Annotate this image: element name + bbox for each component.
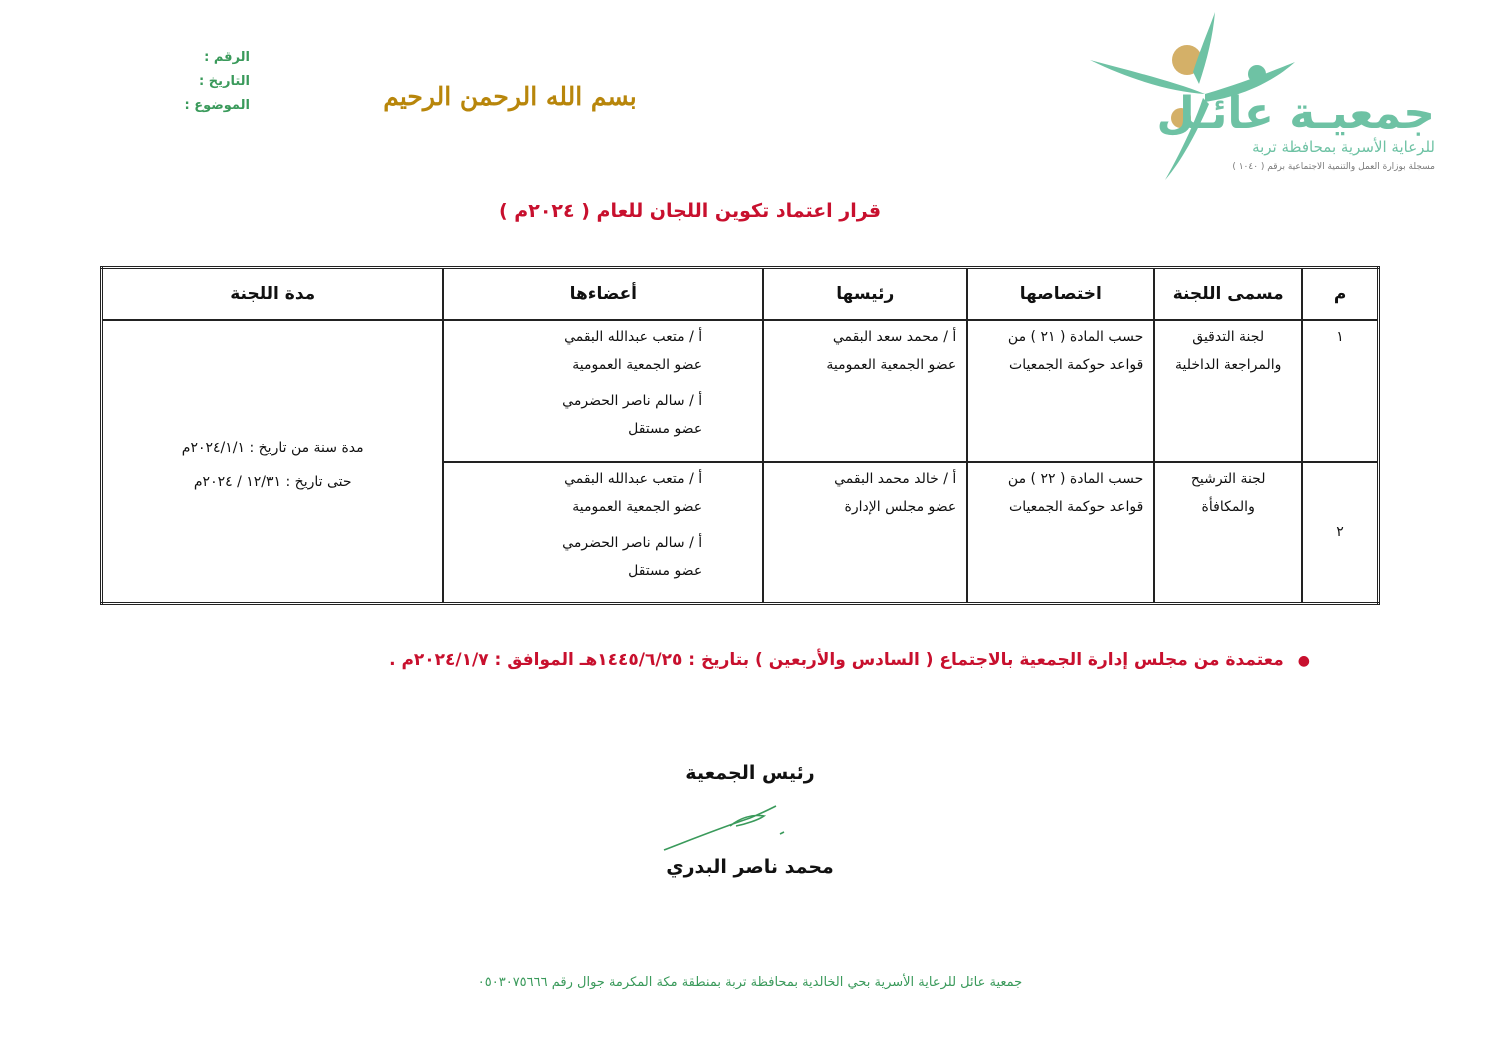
committee-name-line: لجنة التدقيق: [1192, 328, 1265, 345]
chair-role: عضو الجمعية العمومية: [826, 356, 957, 373]
president-title: رئيس الجمعية: [685, 762, 815, 784]
header-duration: مدة اللجنة: [102, 268, 444, 320]
member-role: عضو مستقل: [628, 420, 703, 437]
member-entry: [454, 465, 702, 521]
committee-members: [443, 462, 763, 604]
duration-start: مدة سنة من تاريخ : ٢٠٢٤/١/١م: [181, 440, 364, 457]
header-num: م: [1302, 268, 1378, 320]
committee-duties: [967, 320, 1154, 462]
committee-name-line: لجنة الترشيح: [1190, 470, 1266, 487]
chair-name: أ / خالد محمد البقمي: [834, 470, 957, 487]
duties-line: قواعد حوكمة الجمعيات: [1009, 356, 1144, 373]
logo-name: جمعيـة عائـل: [1156, 88, 1435, 139]
committee-name-line: والمكافأة: [1201, 498, 1255, 515]
basmala: بسم الله الرحمن الرحيم: [383, 82, 637, 111]
duties-line: حسب المادة ( ٢١ ) من: [1007, 328, 1144, 345]
member-name: أ / سالم ناصر الحضرمي: [562, 534, 703, 551]
row-num: ٢: [1302, 462, 1378, 604]
committee-name-line: والمراجعة الداخلية: [1174, 356, 1282, 373]
committee-members: [443, 320, 763, 462]
member-name: أ / متعب عبدالله البقمي: [564, 328, 703, 345]
member-entry: [454, 387, 702, 443]
duties-line: حسب المادة ( ٢٢ ) من: [1007, 470, 1144, 487]
association-logo: [1085, 12, 1445, 182]
header-members: أعضاءها: [443, 268, 763, 320]
chair-name: أ / محمد سعد البقمي: [832, 328, 957, 345]
logo-subtitle: للرعاية الأسرية بمحافظة تربة: [1252, 138, 1435, 156]
header-chair: رئيسها: [763, 268, 967, 320]
footer-contact: جمعية عائل للرعاية الأسرية بحي الخالدية بمحافظة تربة بمنطقة مكة المكرمة جوال رقم ٠٥٠٣٠٧٥٦٦٦: [477, 975, 1023, 990]
member-name: أ / متعب عبدالله البقمي: [564, 470, 703, 487]
table-row: [102, 320, 1379, 462]
member-role: عضو الجمعية العمومية: [572, 498, 703, 515]
member-role: عضو الجمعية العمومية: [572, 356, 703, 373]
bullet-icon: ●: [1297, 653, 1310, 669]
document-meta: [160, 46, 250, 118]
committee-name: [1154, 462, 1302, 604]
member-role: عضو مستقل: [628, 562, 703, 579]
logo-registration: مسجلة بوزارة العمل والتنمية الاجتماعية برقم ( ١٠٤٠ ): [1232, 162, 1435, 172]
committee-chair: [763, 462, 967, 604]
approval-note: [240, 650, 1310, 670]
decision-title: قرار اعتماد تكوين اللجان للعام ( ٢٠٢٤م ): [498, 200, 882, 222]
approval-text: معتمدة من مجلس إدارة الجمعية بالاجتماع ( السادس والأربعين ) بتاريخ : ١٤٤٥/٦/٢٥هـ الموافق : ٢٠٢٤/١/٧م .: [389, 650, 1284, 670]
chair-role: عضو مجلس الإدارة: [844, 498, 957, 515]
subject-label: الموضوع :: [184, 98, 250, 113]
committee-name: [1154, 320, 1302, 462]
committee-duration: [102, 320, 444, 604]
member-entry: [454, 529, 702, 585]
duration-end: حتى تاريخ : ١٢/٣١ / ٢٠٢٤م: [193, 474, 352, 491]
table-header-row: [102, 268, 1379, 320]
date-label: التاريخ :: [199, 74, 250, 89]
committee-chair: [763, 320, 967, 462]
duties-line: قواعد حوكمة الجمعيات: [1009, 498, 1144, 515]
row-num: ١: [1302, 320, 1378, 462]
committees-table: [100, 266, 1380, 605]
committee-duties: [967, 462, 1154, 604]
member-entry: [454, 323, 702, 379]
ref-number-label: الرقم :: [204, 50, 250, 65]
signature-icon: [660, 800, 810, 856]
header-committee-name: مسمى اللجنة: [1154, 268, 1302, 320]
president-name: محمد ناصر البدري: [666, 856, 834, 878]
member-name: أ / سالم ناصر الحضرمي: [562, 392, 703, 409]
header-duties: اختصاصها: [967, 268, 1154, 320]
